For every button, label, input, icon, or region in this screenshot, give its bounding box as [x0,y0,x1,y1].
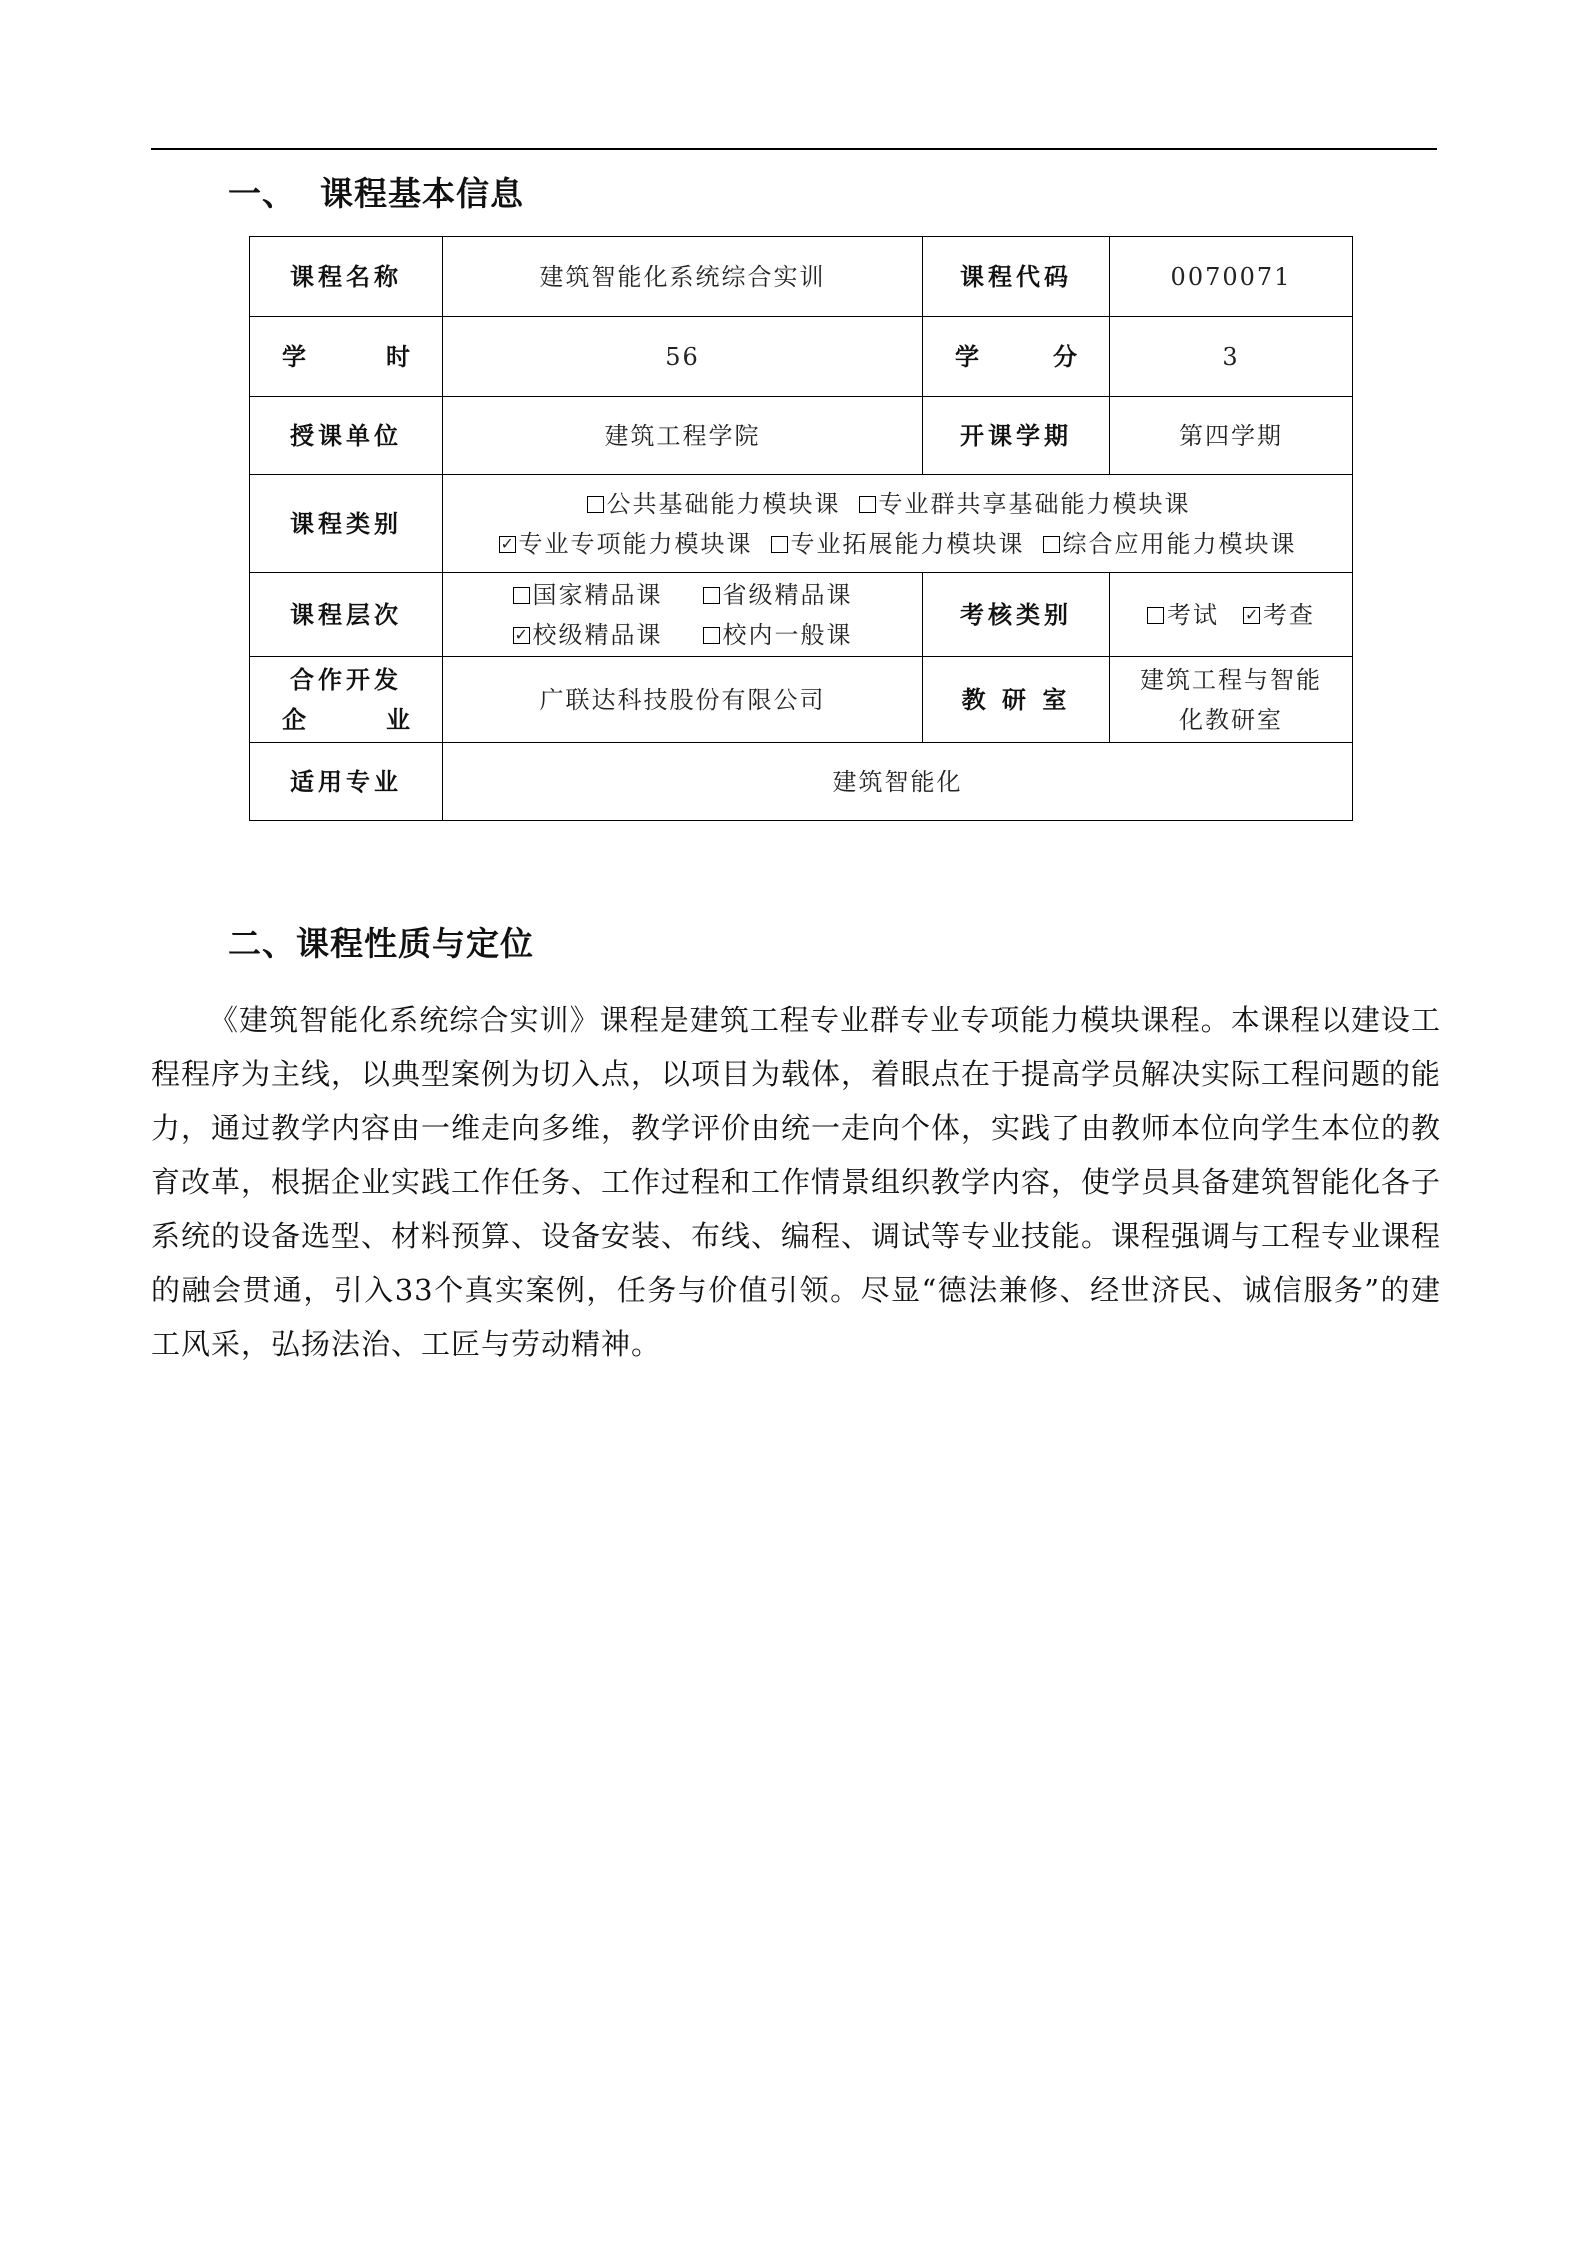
category-option[interactable]: 专业拓展能力模块课 [771,524,1025,564]
category-options [443,475,1353,573]
category-option[interactable]: ✓专业专项能力模块课 [499,524,753,564]
assessment-options [1110,573,1353,657]
course-description-paragraph: 《建筑智能化系统综合实训》课程是建筑工程专业群专业专项能力模块课程。本课程以建设工程程序为主线，以典型案例为切入点，以项目为载体，着眼点在于提高学员解决实际工程问题的能力，通过教学内容由一维走向多维，教学评价由统一走向个体，实践了由教师本位向学生本位的教育改革，根据企业实践工作任务、工作过程和工作情景组织教学内容，使学员具备建筑智能化各子系统的设备选型、材料预算、设备安装、布线、编程、调试等专业技能。课程强调与工程专业课程的融会贯通，引入33个真实案例，任务与价值引领。尽显“德法兼修、经世济民、诚信服务”的建工风采，弘扬法治、工匠与劳动精神。 [151,1003,1442,1361]
category-label: 课程类别 [250,475,443,573]
semester-label: 开课学期 [923,397,1110,475]
course-code-label: 课程代码 [923,237,1110,317]
table-row [250,657,1353,743]
checkbox-icon[interactable] [1243,607,1260,624]
assessment-option[interactable]: ✓ 考查 [1243,595,1315,635]
section-number: 一、 [228,174,296,213]
partner-value: 广联达科技股份有限公司 [443,657,923,743]
semester-value: 第四学期 [1110,397,1353,475]
credits-value: 3 [1110,317,1353,397]
category-option[interactable]: 专业群共享基础能力模块课 [859,484,1191,524]
course-name-value: 建筑智能化系统综合实训 [443,237,923,317]
header-rule [151,148,1437,150]
table-row [250,475,1353,573]
assessment-label: 考核类别 [923,573,1110,657]
level-options [443,573,923,657]
assessment-option[interactable]: 考试 [1147,595,1219,635]
hours-value: 56 [443,317,923,397]
course-name-label: 课程名称 [250,237,443,317]
course-code-value: 0070071 [1110,237,1353,317]
unit-value: 建筑工程学院 [443,397,923,475]
table-row [250,743,1353,821]
level-option[interactable]: 国家精品课 [513,575,663,615]
checkbox-icon[interactable] [703,587,720,604]
checkbox-icon[interactable] [513,627,530,644]
table-row [250,237,1353,317]
major-value: 建筑智能化 [443,743,1353,821]
table-row [250,397,1353,475]
section-heading-nature: 二、课程性质与定位 [228,924,534,963]
checkbox-icon[interactable] [1147,607,1164,624]
level-label: 课程层次 [250,573,443,657]
category-option[interactable]: 综合应用能力模块课 [1043,524,1297,564]
checkbox-icon[interactable] [859,496,876,513]
checkbox-icon[interactable] [1043,536,1060,553]
hours-label: 学 时 [250,317,443,397]
checkbox-icon[interactable] [499,536,516,553]
section-heading-basic-info [228,168,524,215]
checkbox-icon[interactable] [771,536,788,553]
course-info-table [249,236,1353,821]
partner-label: 合作开发 企 业 [250,657,443,743]
level-option[interactable]: 省级精品课 [703,575,853,615]
level-option[interactable]: 校内一般课 [703,615,853,655]
unit-label: 授课单位 [250,397,443,475]
major-label: 适用专业 [250,743,443,821]
table-row [250,573,1353,657]
credits-label: 学 分 [923,317,1110,397]
checkbox-icon[interactable] [513,587,530,604]
office-label: 教 研 室 [923,657,1110,743]
section-title: 课程基本信息 [320,174,524,213]
level-option[interactable]: ✓校级精品课 [513,615,663,655]
office-value: 建筑工程与智能化教研室 [1110,657,1353,743]
table-row [250,317,1353,397]
checkbox-icon[interactable] [703,627,720,644]
checkbox-icon[interactable] [587,496,604,513]
category-option[interactable]: 公共基础能力模块课 [587,484,841,524]
